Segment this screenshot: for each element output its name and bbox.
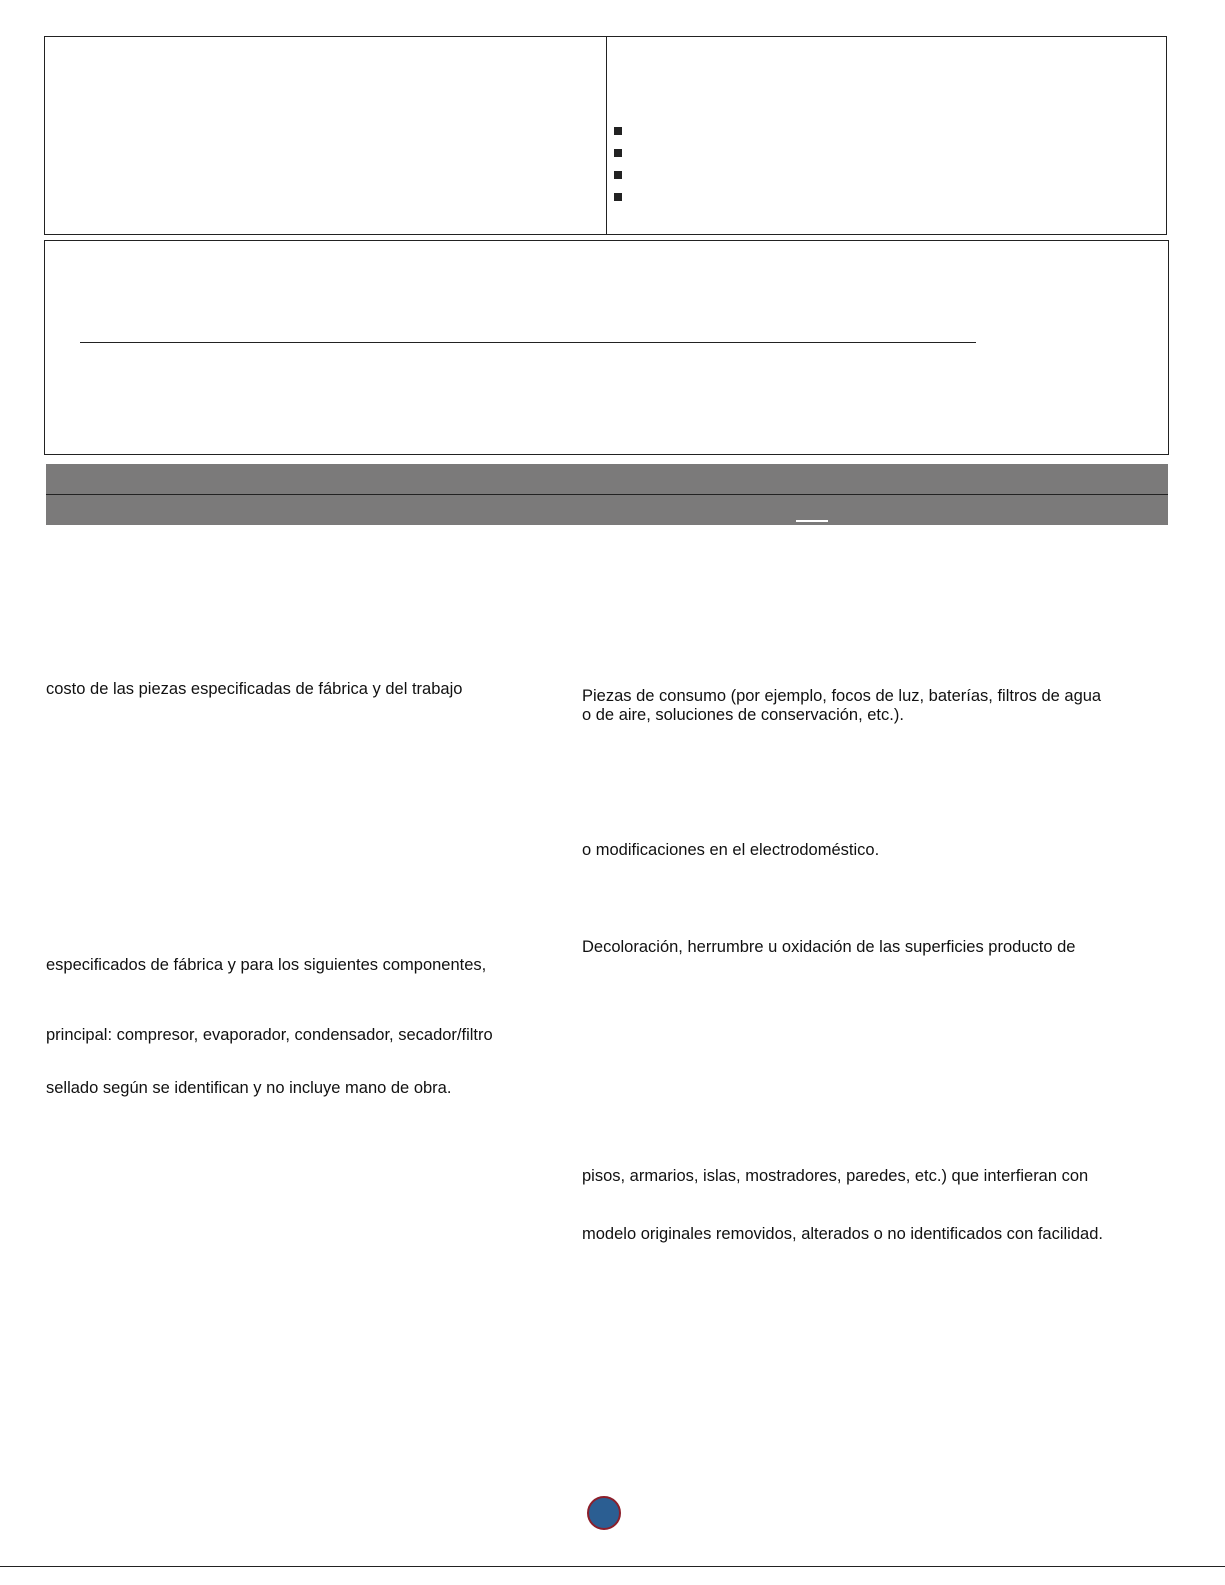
left-text-line: costo de las piezas especificadas de fábrica y del trabajo	[46, 680, 463, 698]
right-text-line: o modificaciones en el electrodoméstico.	[582, 841, 880, 859]
fill-in-line	[80, 342, 976, 343]
right-text-line: pisos, armarios, islas, mostradores, paredes, etc.) que interfieran con	[582, 1167, 1089, 1185]
square-bullet-icon	[614, 149, 622, 157]
right-text-line: Piezas de consumo (por ejemplo, focos de luz, baterías, filtros de agua	[582, 687, 1102, 705]
page-number-badge	[587, 1496, 621, 1530]
top-box-divider	[606, 36, 607, 235]
section-header-separator	[46, 494, 1168, 495]
left-text-line: especificados de fábrica y para los siguientes componentes,	[46, 956, 487, 974]
section-header-underline-mark	[796, 520, 828, 522]
square-bullet-icon	[614, 127, 622, 135]
left-text-line: principal: compresor, evaporador, condensador, secador/filtro	[46, 1026, 493, 1044]
right-text-line: o de aire, soluciones de conservación, etc.).	[582, 706, 904, 724]
right-text-line: modelo originales removidos, alterados o no identificados con facilidad.	[582, 1225, 1103, 1243]
record-box	[44, 240, 1169, 455]
right-text-line: Decoloración, herrumbre u oxidación de las superficies producto de	[582, 938, 1076, 956]
square-bullet-icon	[614, 193, 622, 201]
square-bullet-icon	[614, 171, 622, 179]
left-text-line: sellado según se identifican y no incluye mano de obra.	[46, 1079, 452, 1097]
footer-rule	[0, 1566, 1225, 1567]
